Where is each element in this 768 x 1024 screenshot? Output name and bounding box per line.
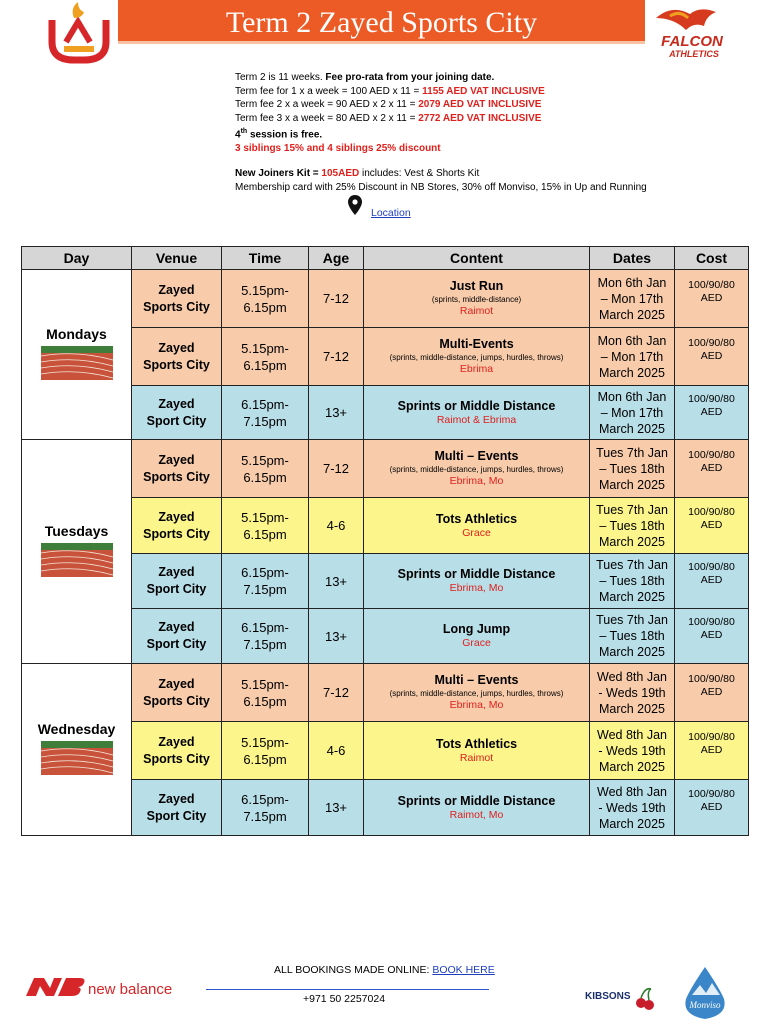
day-cell <box>22 440 132 664</box>
book-here-link[interactable]: BOOK HERE <box>432 964 495 976</box>
coach-names: Grace <box>462 526 491 539</box>
venue-cell: Zayed Sport City <box>132 386 222 440</box>
schedule-row <box>22 722 749 780</box>
schedule-row <box>22 554 749 609</box>
dates-cell: Mon 6th Jan – Mon 17th March 2025 <box>590 386 675 440</box>
kibsons-text: KIBSONS <box>585 991 631 1002</box>
coach-names: Grace <box>462 637 491 649</box>
day-cell <box>22 664 132 836</box>
content-cell <box>364 386 590 440</box>
running-track-icon <box>41 346 113 380</box>
content-cell <box>364 498 590 554</box>
activity-title: Tots Athletics <box>435 511 518 526</box>
location <box>348 195 411 219</box>
dates-cell: Tues 7th Jan – Tues 18th March 2025 <box>590 440 675 498</box>
activity-detail: (sprints, middle-distance, jumps, hurdles, throws) <box>389 353 564 362</box>
falcon-athletics-logo <box>650 4 734 62</box>
day-label: Wednesday <box>37 721 116 737</box>
cost-cell: 100/90/80 AED <box>675 328 749 386</box>
phone-number: +971 50 2257024 <box>303 993 386 1005</box>
term-length-line: Term 2 is 11 weeks. Fee pro-rata from your joining date. <box>235 72 495 83</box>
activity-detail: (sprints, middle-distance, jumps, hurdles, throws) <box>389 689 564 698</box>
fee-1x-line: Term fee for 1 x a week = 100 AED x 11 = 1155 AED VAT INCLUSIVE <box>235 85 545 97</box>
coach-names: Raimot <box>459 751 494 764</box>
cost-cell: 100/90/80 AED <box>675 780 749 836</box>
age-cell: 7-12 <box>309 664 364 722</box>
time-cell: 5.15pm- 6.15pm <box>222 440 309 498</box>
table-header-row <box>22 247 749 270</box>
venue-cell: Zayed Sports City <box>132 270 222 328</box>
age-cell: 13+ <box>309 780 364 836</box>
venue-cell: Zayed Sport City <box>132 554 222 609</box>
content-cell <box>364 664 590 722</box>
cost-cell: 100/90/80 AED <box>675 386 749 440</box>
activity-title: Tots Athletics <box>435 736 518 751</box>
coach-names: Raimot & Ebrima <box>436 413 517 426</box>
content-cell <box>364 440 590 498</box>
venue-cell: Zayed Sport City <box>132 780 222 836</box>
coach-names: Raimot, Mo <box>449 808 504 821</box>
location-link[interactable]: Location <box>371 207 411 219</box>
col-dates: Dates <box>590 247 675 270</box>
content-cell <box>364 609 590 664</box>
venue-cell: Zayed Sports City <box>132 440 222 498</box>
time-cell: 5.15pm- 6.15pm <box>222 498 309 554</box>
dates-cell: Mon 6th Jan – Mon 17th March 2025 <box>590 270 675 328</box>
age-cell: 4-6 <box>309 722 364 780</box>
new-balance-text: new balance <box>88 981 173 998</box>
schedule-row <box>22 328 749 386</box>
time-cell: 6.15pm- 7.15pm <box>222 609 309 664</box>
cost-cell: 100/90/80 AED <box>675 498 749 554</box>
schedule-row <box>22 780 749 836</box>
running-track-icon <box>41 741 113 775</box>
venue-cell: Zayed Sports City <box>132 664 222 722</box>
activity-title: Long Jump <box>442 622 511 636</box>
schedule-row <box>22 664 749 722</box>
venue-cell: Zayed Sport City <box>132 609 222 664</box>
time-cell: 5.15pm- 6.15pm <box>222 664 309 722</box>
activity-title: Sprints or Middle Distance <box>397 793 556 808</box>
membership-line: Membership card with 25% Discount in NB Stores, 30% off Monviso, 15% in Up and Running <box>235 181 647 193</box>
schedule-row <box>22 498 749 554</box>
monviso-logo <box>672 965 738 1021</box>
falcon-logo-line1: FALCON <box>661 33 723 50</box>
new-balance-logo <box>24 972 174 1002</box>
time-cell: 6.15pm- 7.15pm <box>222 554 309 609</box>
age-cell: 13+ <box>309 609 364 664</box>
activity-title: Sprints or Middle Distance <box>397 567 556 581</box>
content-cell <box>364 554 590 609</box>
activity-title: Multi – Events <box>434 449 519 463</box>
fee-info <box>235 71 715 194</box>
dates-cell: Wed 8th Jan - Weds 19th March 2025 <box>590 722 675 780</box>
booking-line: ALL BOOKINGS MADE ONLINE: BOOK HERE <box>274 964 495 976</box>
content-cell <box>364 328 590 386</box>
dates-cell: Wed 8th Jan - Weds 19th March 2025 <box>590 664 675 722</box>
age-cell: 13+ <box>309 554 364 609</box>
age-cell: 4-6 <box>309 498 364 554</box>
venue-cell: Zayed Sports City <box>132 498 222 554</box>
time-cell: 5.15pm- 6.15pm <box>222 722 309 780</box>
content-cell <box>364 722 590 780</box>
cost-cell: 100/90/80 AED <box>675 440 749 498</box>
schedule-row <box>22 609 749 664</box>
time-cell: 5.15pm- 6.15pm <box>222 270 309 328</box>
content-cell <box>364 270 590 328</box>
col-venue: Venue <box>132 247 222 270</box>
col-day: Day <box>22 247 132 270</box>
activity-title: Multi-Events <box>439 337 514 351</box>
age-cell: 7-12 <box>309 270 364 328</box>
free-session-line: 4th session is free. <box>235 128 323 141</box>
page-title: Term 2 Zayed Sports City <box>118 3 645 44</box>
monviso-text: Monviso <box>689 1000 721 1010</box>
col-age: Age <box>309 247 364 270</box>
coach-names: Ebrima, Mo <box>449 699 504 711</box>
falcon-logo-line2: ATHLETICS <box>669 49 719 59</box>
time-cell: 6.15pm- 7.15pm <box>222 386 309 440</box>
activity-title: Sprints or Middle Distance <box>397 398 556 413</box>
sports-club-logo <box>44 2 114 64</box>
cost-cell: 100/90/80 AED <box>675 722 749 780</box>
col-cost: Cost <box>675 247 749 270</box>
kibsons-logo <box>585 983 660 1013</box>
activity-detail: (sprints, middle-distance, jumps, hurdles, throws) <box>389 465 564 474</box>
running-track-icon <box>41 543 113 577</box>
fee-3x-line: Term fee 3 x a week = 80 AED x 2 x 11 = 2772 AED VAT INCLUSIVE <box>235 112 542 124</box>
schedule-table <box>21 246 749 836</box>
schedule-row <box>22 386 749 440</box>
fee-2x-line: Term fee 2 x a week = 90 AED x 2 x 11 = 2079 AED VAT INCLUSIVE <box>235 99 542 110</box>
siblings-discount: 3 siblings 15% and 4 siblings 25% discount <box>235 142 441 154</box>
time-cell: 5.15pm- 6.15pm <box>222 328 309 386</box>
coach-names: Raimot <box>459 305 494 317</box>
dates-cell: Tues 7th Jan – Tues 18th March 2025 <box>590 554 675 609</box>
cost-cell: 100/90/80 AED <box>675 270 749 328</box>
age-cell: 13+ <box>309 386 364 440</box>
activity-title: Just Run <box>449 279 504 293</box>
col-content: Content <box>364 247 590 270</box>
footer-divider <box>206 989 489 990</box>
age-cell: 7-12 <box>309 440 364 498</box>
age-cell: 7-12 <box>309 328 364 386</box>
cost-cell: 100/90/80 AED <box>675 609 749 664</box>
col-time: Time <box>222 247 309 270</box>
day-label: Tuesdays <box>44 523 109 539</box>
content-cell <box>364 780 590 836</box>
schedule-row <box>22 270 749 328</box>
activity-detail: (sprints, middle-distance) <box>431 295 522 304</box>
coach-names: Ebrima, Mo <box>449 475 504 487</box>
dates-cell: Wed 8th Jan - Weds 19th March 2025 <box>590 780 675 836</box>
dates-cell: Tues 7th Jan – Tues 18th March 2025 <box>590 609 675 664</box>
dates-cell: Tues 7th Jan – Tues 18th March 2025 <box>590 498 675 554</box>
coach-names: Ebrima <box>459 363 494 375</box>
cost-cell: 100/90/80 AED <box>675 554 749 609</box>
time-cell: 6.15pm- 7.15pm <box>222 780 309 836</box>
activity-title: Multi – Events <box>434 673 519 687</box>
day-cell <box>22 270 132 440</box>
venue-cell: Zayed Sports City <box>132 722 222 780</box>
coach-names: Ebrima, Mo <box>449 582 504 594</box>
map-pin-icon <box>348 195 362 215</box>
schedule-row <box>22 440 749 498</box>
dates-cell: Mon 6th Jan – Mon 17th March 2025 <box>590 328 675 386</box>
kit-line: New Joiners Kit = 105AED includes: Vest & Shorts Kit <box>235 168 480 180</box>
cost-cell: 100/90/80 AED <box>675 664 749 722</box>
day-label: Mondays <box>46 326 107 342</box>
venue-cell: Zayed Sports City <box>132 328 222 386</box>
